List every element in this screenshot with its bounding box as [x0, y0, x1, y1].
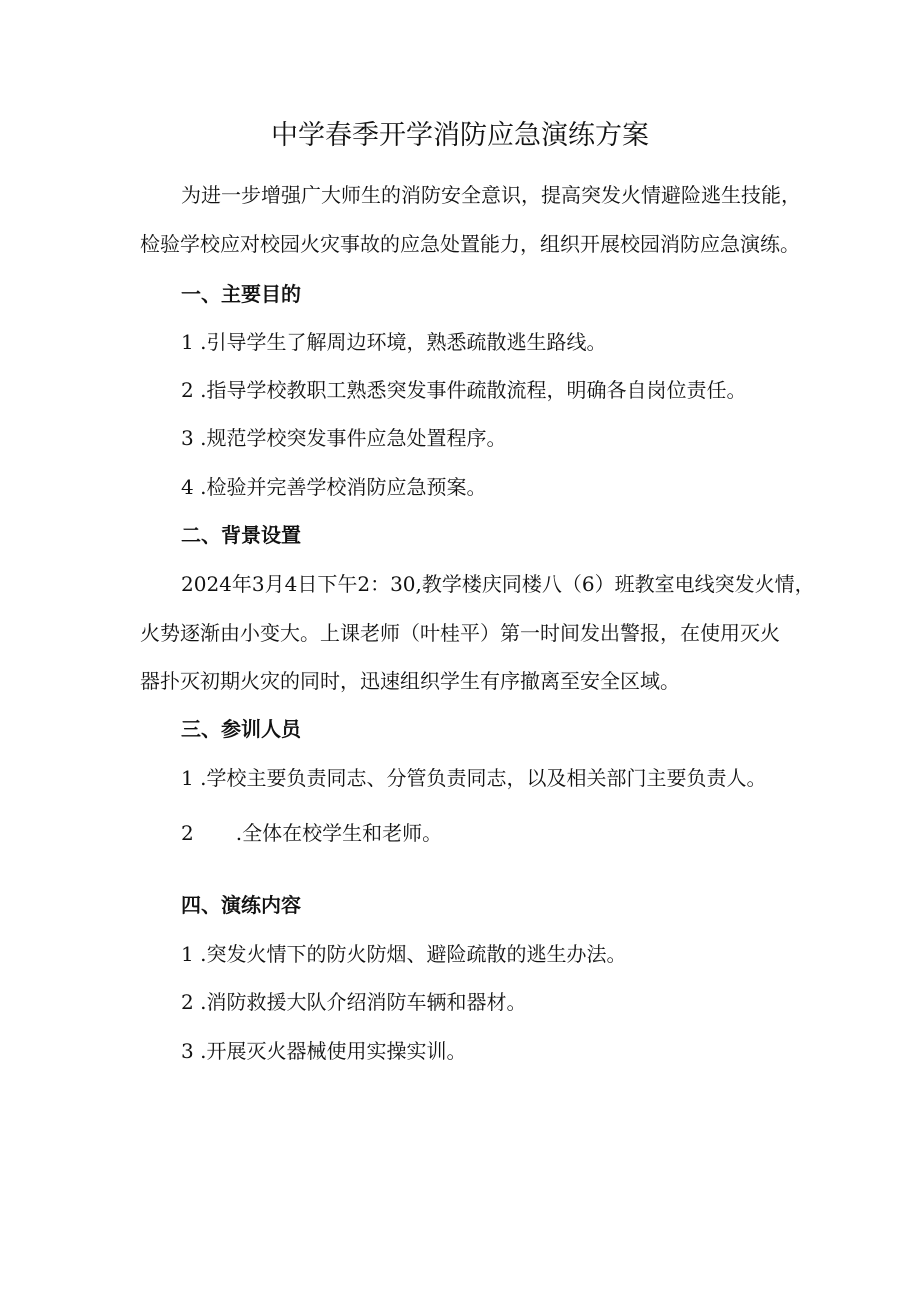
document-title: 中学春季开学消防应急演练方案 — [271, 120, 649, 151]
participants-item-1 — [181, 763, 766, 793]
item-text: .指导学校教职工熟悉突发事件疏散流程，明确各自岗位责任。 — [200, 378, 747, 402]
purpose-item-2 — [181, 375, 746, 405]
item-number: 1 — [181, 942, 194, 966]
purpose-item-1 — [181, 327, 606, 357]
item-number: 1 — [181, 330, 194, 354]
section-heading-participants: 三、参训人员 — [181, 717, 301, 741]
item-text: .引导学生了解周边环境，熟悉疏散逃生路线。 — [200, 330, 607, 354]
item-text: .开展灭火器械使用实操实训。 — [200, 1039, 467, 1063]
intro-line-1: 为进一步增强广大师生的消防安全意识，提高突发火情避险逃生技能， — [181, 183, 801, 207]
background-line-1: 2024年3月4日下午2：30,教学楼庆同楼八（6）班教室电线突发火情， — [181, 572, 815, 596]
participants-item-2 — [181, 818, 442, 848]
item-number: 2 — [181, 378, 194, 402]
drill-item-3 — [181, 1036, 466, 1066]
section-heading-background: 二、背景设置 — [181, 523, 301, 547]
item-number: 1 — [181, 766, 194, 790]
section-heading-purpose: 一、主要目的 — [181, 282, 301, 306]
item-text: .全体在校学生和老师。 — [235, 821, 443, 845]
item-number: 2 — [181, 990, 194, 1014]
purpose-item-4 — [181, 472, 486, 502]
drill-item-1 — [181, 939, 626, 969]
item-number: 3 — [181, 426, 194, 450]
background-line-3: 器扑灭初期火灾的同时，迅速组织学生有序撤离至安全区域。 — [140, 669, 680, 693]
item-text: .检验并完善学校消防应急预案。 — [200, 475, 487, 499]
item-text: .消防救援大队介绍消防车辆和器材。 — [200, 990, 527, 1014]
item-text: .规范学校突发事件应急处置程序。 — [200, 426, 507, 450]
intro-line-2: 检验学校应对校园火灾事故的应急处置能力，组织开展校园消防应急演练。 — [140, 232, 800, 256]
item-text: .突发火情下的防火防烟、避险疏散的逃生办法。 — [200, 942, 627, 966]
purpose-item-3 — [181, 423, 506, 453]
section-heading-drill-content: 四、演练内容 — [181, 893, 301, 917]
item-number: 2 — [181, 821, 194, 845]
drill-item-2 — [181, 987, 526, 1017]
background-line-2: 火势逐渐由小变大。上课老师（叶桂平）第一时间发出警报，在使用灭火 — [140, 621, 780, 645]
item-number: 4 — [181, 475, 194, 499]
item-text: .学校主要负责同志、分管负责同志，以及相关部门主要负责人。 — [200, 766, 767, 790]
item-number: 3 — [181, 1039, 194, 1063]
